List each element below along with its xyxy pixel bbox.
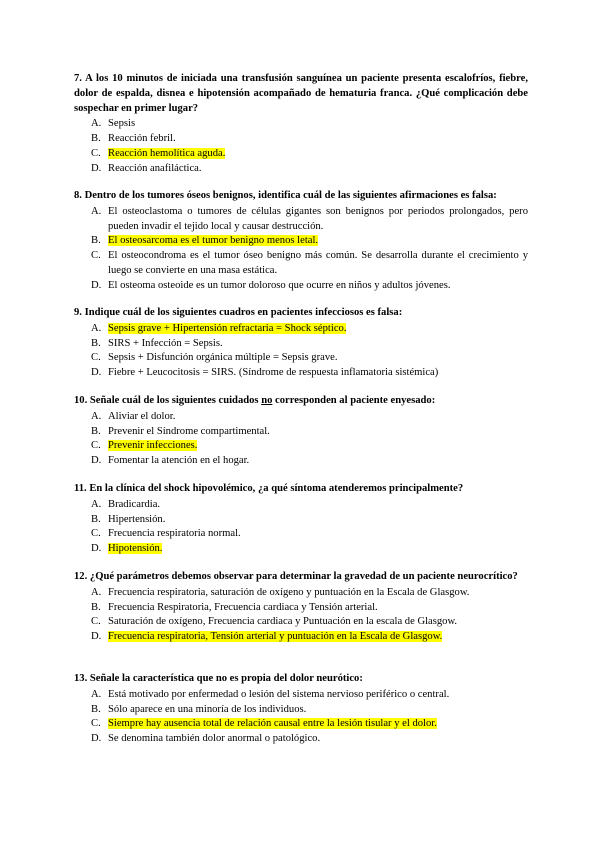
question-13 — [74, 672, 528, 747]
option-d: D. Fiebre + Leucocitosis = SIRS. (Síndrome de respuesta inflamatoria sistémica) — [91, 367, 439, 379]
option-b: B. Frecuencia Respiratoria, Frecuencia cardiaca y Tensión arterial. — [91, 601, 378, 613]
question-text: 13. Señale la característica que no es propia del dolor neurótico: — [74, 673, 363, 684]
option-a: A. Aliviar el dolor. — [91, 410, 176, 422]
option-d: D. Reacción anafiláctica. — [91, 162, 202, 174]
option-c: C. Sepsis + Disfunción orgánica múltiple = Sepsis grave. — [91, 352, 338, 364]
question-text: 9. Indique cuál de los siguientes cuadros en pacientes infecciosos es falsa: — [74, 307, 403, 318]
option-a: A. El osteoclastoma o tumores de células gigantes son benignos por periodos prolongados, pero pueden invadir el tejido local y causar destrucción. — [91, 205, 528, 232]
option-c: C. Reacción hemolítica aguda. — [91, 147, 226, 159]
option-b: B. Prevenir el Síndrome compartimental. — [91, 425, 270, 437]
option-b: B. El osteosarcoma es el tumor benigno menos letal. — [91, 235, 319, 247]
option-b: B. Hipertensión. — [91, 513, 166, 525]
option-a: A. Frecuencia respiratoria, saturación de oxígeno y puntuación en la Escala de Glasgow. — [91, 586, 470, 598]
option-d: D. El osteoma osteoide es un tumor doloroso que ocurre en niños y adultos jóvenes. — [91, 279, 451, 291]
option-b: B. SIRS + Infección = Sepsis. — [91, 337, 223, 349]
option-a: A. Está motivado por enfermedad o lesión del sistema nervioso periférico o central. — [91, 688, 450, 700]
question-text: 7. A los 10 minutos de iniciada una transfusión sanguínea un paciente presenta escalofríos, fiebre, dolor de espalda, disnea e hipotensión acompañado de hematuria franca. ¿Qué complicación debe sospechar en primer lugar? — [74, 73, 528, 114]
question-text: 11. En la clínica del shock hipovolémico, ¿a qué síntoma atenderemos principalmente? — [74, 483, 464, 494]
question-text: 8. Dentro de los tumores óseos benignos, identifica cuál de las siguientes afirmaciones es falsa: — [74, 190, 497, 201]
question-9 — [74, 306, 528, 381]
option-b: B. Reacción febril. — [91, 133, 176, 145]
option-d: D. Se denomina también dolor anormal o patológico. — [91, 733, 321, 745]
question-12 — [74, 570, 528, 645]
option-b: B. Sólo aparece en una minoría de los individuos. — [91, 703, 307, 715]
question-text: 10. Señale cuál de los siguientes cuidados no corresponden al paciente enyesado: — [74, 395, 436, 406]
question-8 — [74, 189, 528, 294]
option-c: C. Frecuencia respiratoria normal. — [91, 528, 241, 540]
option-d: D. Frecuencia respiratoria, Tensión arterial y puntuación en la Escala de Glasgow. — [91, 631, 443, 643]
question-7 — [74, 72, 528, 177]
option-d: D. Hipotensión. — [91, 543, 163, 555]
option-c: C. Saturación de oxígeno, Frecuencia cardiaca y Puntuación en la escala de Glasgow. — [91, 616, 458, 628]
option-a: A. Bradicardia. — [91, 498, 161, 510]
option-c: C. El osteocondroma es el tumor óseo benigno más común. Se desarrolla durante el crecimiento y luego se convierte en una masa estática. — [91, 250, 528, 276]
option-d: D. Fomentar la atención en el hogar. — [91, 455, 250, 467]
question-10 — [74, 394, 528, 469]
question-11 — [74, 482, 528, 557]
option-c: C. Siempre hay ausencia total de relación causal entre la lesión tisular y el dolor. — [91, 718, 437, 730]
option-c: C. Prevenir infecciones. — [91, 440, 198, 452]
option-a: A. Sepsis grave + Hipertensión refractaria = Shock séptico. — [91, 322, 347, 334]
question-text: 12. ¿Qué parámetros debemos observar para determinar la gravedad de un paciente neurocrítico? — [74, 571, 518, 582]
option-a: A. Sepsis — [91, 118, 136, 130]
